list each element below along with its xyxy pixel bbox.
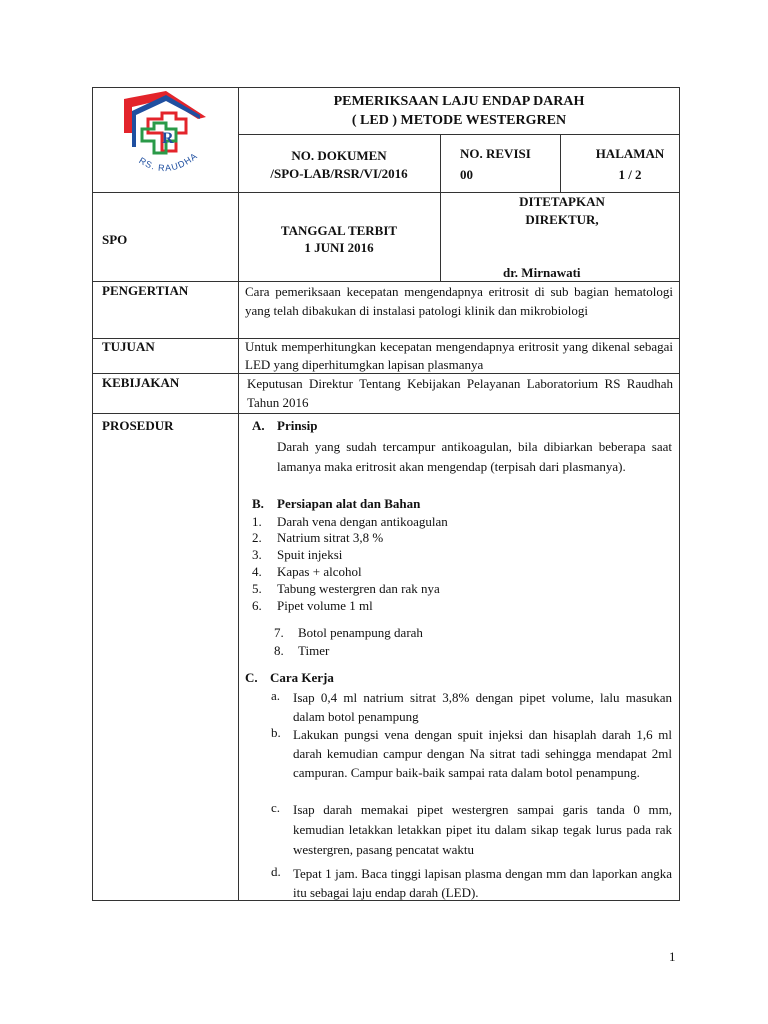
list-item: Pipet volume 1 ml <box>277 598 373 613</box>
section-c-marker: C. <box>245 670 258 685</box>
spo-label: SPO <box>102 232 128 247</box>
list-item-num: 4. <box>252 564 262 579</box>
list-item-num: 8. <box>274 643 284 658</box>
list-item: Spuit injeksi <box>277 547 343 562</box>
kebijakan-label: KEBIJAKAN <box>102 375 180 390</box>
list-item-num: a. <box>271 688 281 703</box>
ditetapkan-line-1: DITETAPKAN <box>519 194 605 209</box>
hospital-logo <box>118 89 210 189</box>
list-item: Natrium sitrat 3,8 % <box>277 530 384 545</box>
tanggal-terbit-cell <box>238 222 440 256</box>
title-line-1: PEMERIKSAAN LAJU ENDAP DARAH <box>333 94 585 109</box>
no-revisi-cell <box>460 143 560 185</box>
halaman-cell <box>585 143 675 185</box>
list-item-num: 2. <box>252 530 262 545</box>
list-item-num: 6. <box>252 598 262 613</box>
pengertian-text: Cara pemeriksaan kecepatan mengendapnya eritrosit di sub bagian hematologi yang telah dibakukan di instalasi patologi klinik dan mikrobiologi <box>245 284 673 318</box>
title-line-2: ( LED ) METODE WESTERGREN <box>351 113 567 128</box>
prosedur-label: PROSEDUR <box>102 418 174 433</box>
section-a-text: Darah yang sudah tercampur antikoagulan, bila dibiarkan beberapa saat lamanya maka eritrosit akan mengendap (terpisah dari plasmanya). <box>277 439 672 474</box>
list-item-num: 1. <box>252 514 262 529</box>
no-revisi-value: 00 <box>460 167 473 182</box>
list-item-num: b. <box>271 725 281 740</box>
list-item: Tepat 1 jam. Baca tinggi lapisan plasma dengan mm dan laporkan angka itu sebagai laju endap darah (LED). <box>293 866 672 900</box>
logo-letter: R <box>162 130 174 147</box>
list-item: Timer <box>298 643 330 658</box>
list-item-num: 3. <box>252 547 262 562</box>
section-c-title: Cara Kerja <box>270 670 334 685</box>
list-item: Kapas + alcohol <box>277 564 362 579</box>
ditetapkan-line-2: DIREKTUR, <box>525 212 599 227</box>
halaman-label: HALAMAN <box>595 146 665 161</box>
pengertian-label: PENGERTIAN <box>102 283 189 298</box>
no-revisi-label: NO. REVISI <box>460 146 531 161</box>
halaman-value: 1 / 2 <box>618 167 642 182</box>
no-dokumen-value: /SPO-LAB/RSR/VI/2016 <box>270 166 408 181</box>
list-item: Darah vena dengan antikoagulan <box>277 514 448 529</box>
list-item: Lakukan pungsi vena dengan spuit injeksi dan hisaplah darah 1,6 ml darah kemudian campur dengan Na sitrat tadi sehingga mendapat 2ml campuran. Campur baik-baik sampai rata dalam botol penampung. <box>293 727 672 780</box>
section-b-marker: B. <box>252 496 264 511</box>
signatory-name: dr. Mirnawati <box>503 265 581 280</box>
list-item-num: d. <box>271 864 281 879</box>
document-title <box>238 92 680 130</box>
section-a-title: Prinsip <box>277 418 318 433</box>
list-item: Isap 0,4 ml natrium sitrat 3,8% dengan pipet volume, lalu masukan dalam botol penampung <box>293 690 672 724</box>
list-item-num: 5. <box>252 581 262 596</box>
list-item-num: 7. <box>274 625 284 640</box>
section-a-marker: A. <box>252 418 265 433</box>
list-item: Botol penampung darah <box>298 625 423 640</box>
list-item-num: c. <box>271 800 281 815</box>
tanggal-terbit-label: TANGGAL TERBIT <box>280 223 398 238</box>
no-dokumen-label: NO. DOKUMEN <box>291 148 387 163</box>
tujuan-label: TUJUAN <box>102 339 155 354</box>
no-dokumen-cell <box>238 147 440 183</box>
ditetapkan-cell <box>472 193 652 229</box>
page-number: 1 <box>669 949 676 964</box>
kebijakan-text: Keputusan Direktur Tentang Kebijakan Pelayanan Laboratorium RS Raudhah Tahun 2016 <box>247 376 673 410</box>
tanggal-terbit-value: 1 JUNI 2016 <box>304 240 374 255</box>
logo-text: RS. RAUDHA <box>137 150 200 174</box>
list-item: Isap darah memakai pipet westergren sampai garis tanda 0 mm, kemudian letakkan letakkan pipet itu dalam sikap tegak lurus pada rak westergren, pasang pencatat waktu <box>293 802 672 857</box>
list-item: Tabung westergren dan rak nya <box>277 581 440 596</box>
tujuan-text: Untuk memperhitungkan kecepatan mengendapnya eritrosit yang dikenal sebagai LED yang diperhitumgkan lapisan plasmanya <box>245 339 673 372</box>
section-b-title: Persiapan alat dan Bahan <box>277 496 421 511</box>
